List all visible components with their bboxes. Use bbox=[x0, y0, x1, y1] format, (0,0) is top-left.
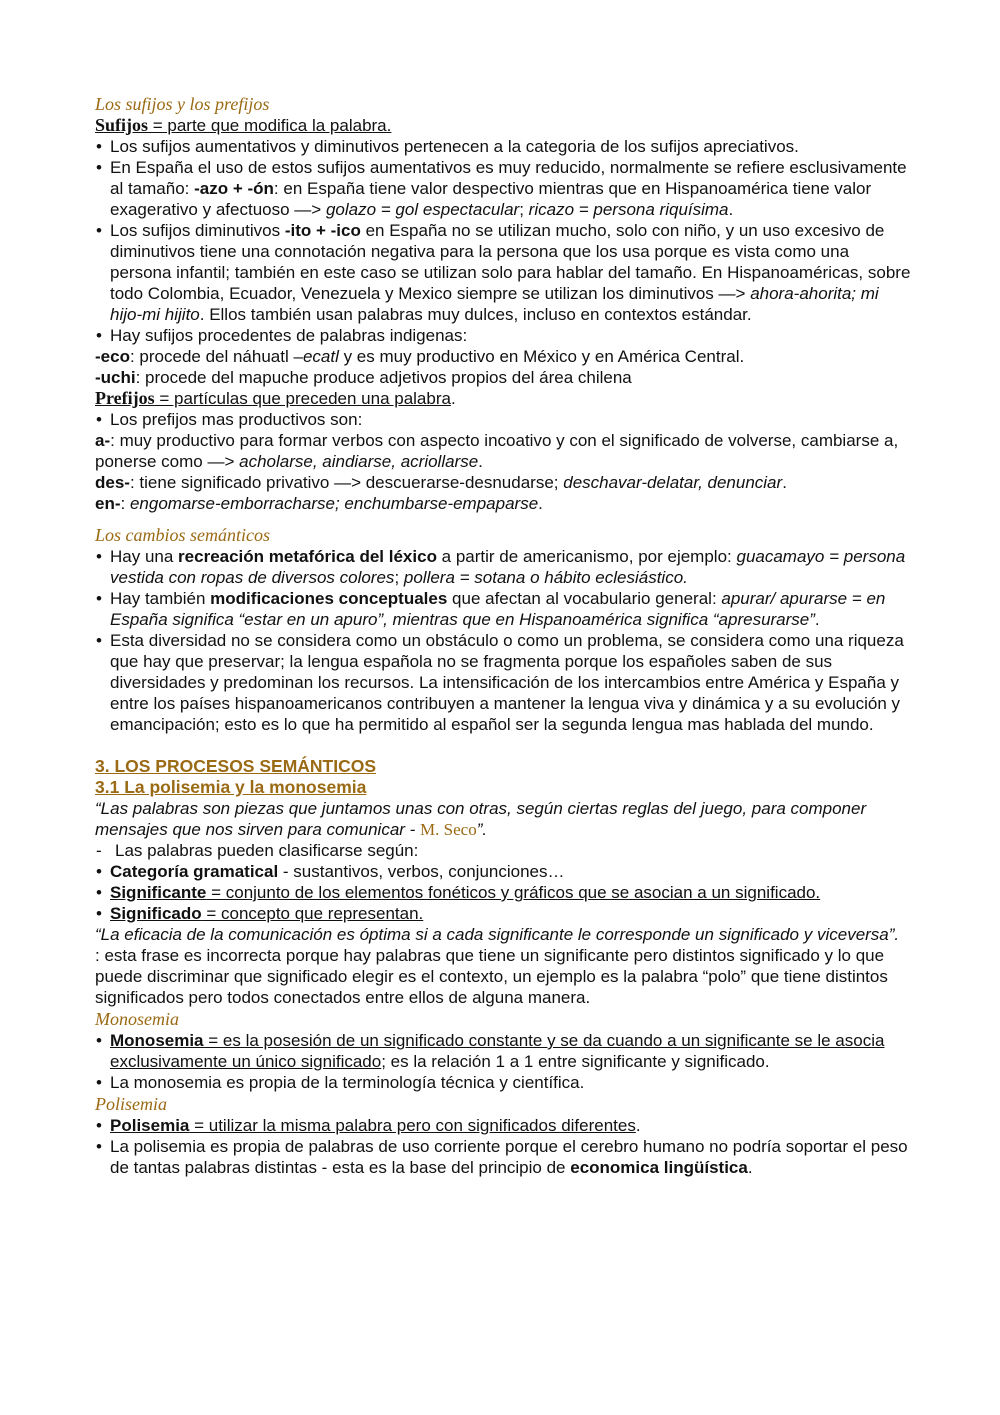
sufijos-label: Sufijos bbox=[95, 115, 149, 135]
prefix-en: en-: engomarse-emborracharse; enchumbarse-empaparse. bbox=[95, 494, 543, 513]
bullet-monosemia-terminologia: • La monosemia es propia de la terminología técnica y científica. bbox=[95, 1072, 915, 1093]
sufijos-definition: Sufijos = parte que modifica la palabra. bbox=[95, 115, 392, 135]
bullet-polisemia-def: • Polisemia = utilizar la misma palabra pero con significados diferentes. bbox=[95, 1115, 915, 1136]
prefix-a: a-: muy productivo para formar verbos con aspecto incoativo y con el significado de volverse, cambiarse a, ponerse como —> acholarse, aindiarse, acriollarse. bbox=[95, 431, 899, 471]
bullet-significado: • Significado = concepto que representan. bbox=[95, 903, 915, 924]
quote-eficacia: “La eficacia de la comunicación es óptima si a cada significante le corresponde un significado y viceversa”. bbox=[95, 925, 900, 944]
explanation-polo: : esta frase es incorrecta porque hay palabras que tiene un significante pero distintos significado y lo que puede discriminar que significado elegir es el contexto, un ejemplo es la palabra “polo” que tiene distintos significados pero todos conectados entre ellos de alguna manera. bbox=[95, 946, 888, 1007]
bullet-sufijos-indigenas: • Hay sufijos procedentes de palabras indigenas: bbox=[95, 325, 915, 346]
bullet-significante: • Significante = conjunto de los elementos fonéticos y gráficos que se asocian a un significado. bbox=[95, 882, 915, 903]
bullet-recreacion: • Hay una recreación metafórica del léxico a partir de americanismo, por ejemplo: guacamayo = persona vestida con ropas de diversos colores; pollera = sotana o hábito eclesiástico. bbox=[95, 546, 915, 588]
dash-clasificacion: - Las palabras pueden clasificarse según: bbox=[95, 840, 915, 861]
bullet-categoria: • Categoría gramatical - sustantivos, verbos, conjunciones… bbox=[95, 861, 915, 882]
bullet-sufijos-diminutivos: • Los sufijos diminutivos -ito + -ico en España no se utilizan mucho, solo con niño, y un uso excesivo de diminutivos tiene una connotación negativa para la persona que los usa porque es vista como una persona infantil; también en este caso se utilizan solo para hablar del tamaño. En Hispanoaméricas, sobre todo Colombia, Ecuador, Venezuela y Mexico siempre se utilizan los diminutivos —> ahora-ahorita; mi hijo-mi hijito. Ellos también usan palabras muy dulces, incluso en contextos estándar. bbox=[95, 220, 915, 325]
section-heading-procesos: 3. LOS PROCESOS SEMÁNTICOS bbox=[95, 756, 377, 776]
quote-author: M. Seco bbox=[420, 820, 477, 839]
prefijos-definition: Prefijos = partículas que preceden una palabra. bbox=[95, 388, 456, 408]
suffix-uchi: -uchi: procede del mapuche produce adjetivos propios del área chilena bbox=[95, 368, 632, 387]
bullet-monosemia-def: • Monosemia = es la posesión de un significado constante y se da cuando a un significante se le asocia exclusivamente un único significado; es la relación 1 a 1 entre significante y significado. bbox=[95, 1030, 915, 1072]
section-title-monosemia: Monosemia bbox=[95, 1009, 179, 1029]
bullet-modificaciones: • Hay también modificaciones conceptuales que afectan al vocabulario general: apurar/ apurarse = en España significa “estar en un apuro”, mientras que en Hispanoamérica significa “apresurarse”. bbox=[95, 588, 915, 630]
quote-seco: “Las palabras son piezas que juntamos unas con otras, según ciertas reglas del juego, para componer mensajes que nos sirven para comunicar - M. Seco”. bbox=[95, 799, 867, 839]
subsection-heading-polisemia: 3.1 La polisemia y la monosemia bbox=[95, 777, 367, 797]
bullet-prefijos-productivos: • Los prefijos mas productivos son: bbox=[95, 409, 915, 430]
section-title-polisemia: Polisemia bbox=[95, 1094, 167, 1114]
prefix-des: des-: tiene significado privativo —> descuerarse-desnudarse; deschavar-delatar, denunciar. bbox=[95, 473, 787, 492]
document-page bbox=[95, 93, 915, 1178]
bullet-polisemia-uso: • La polisemia es propia de palabras de uso corriente porque el cerebro humano no podría soportar el peso de tantas palabras distintas - esta es la base del principio de economica lingüística. bbox=[95, 1136, 915, 1178]
bullet-sufijos-aumentativos: • En España el uso de estos sufijos aumentativos es muy reducido, normalmente se refiere esclusivamente al tamaño: -azo + -ón: en España tiene valor despectivo mientras que en Hispanoamérica tiene valor exagerativo y afectuoso —> golazo = gol espectacular; ricazo = persona riquísima. bbox=[95, 157, 915, 220]
bullet-diversidad: • Esta diversidad no se considera como un obstáculo o como un problema, se considera como una riqueza que hay que preservar; la lengua española no se fragmenta porque los españoles saben de sus diversidades y predominan los recursos. La intensificación de los intercambios entre América y España y entre los países hispanoamericanos contribuyen a mantener la lengua viva y dinámica y a su evolución y emancipación; esto es lo que ha permitido al español ser la segunda lengua mas hablada del mundo. bbox=[95, 630, 915, 735]
bullet-sufijos-categoria: • Los sufijos aumentativos y diminutivos pertenecen a la categoria de los sufijos apreciativos. bbox=[95, 136, 915, 157]
section-title-cambios: Los cambios semánticos bbox=[95, 525, 270, 545]
prefijos-label: Prefijos bbox=[95, 388, 155, 408]
suffix-eco: -eco: procede del náhuatl –ecatl y es muy productivo en México y en América Central. bbox=[95, 347, 745, 366]
section-title-sufijos: Los sufijos y los prefijos bbox=[95, 94, 270, 114]
